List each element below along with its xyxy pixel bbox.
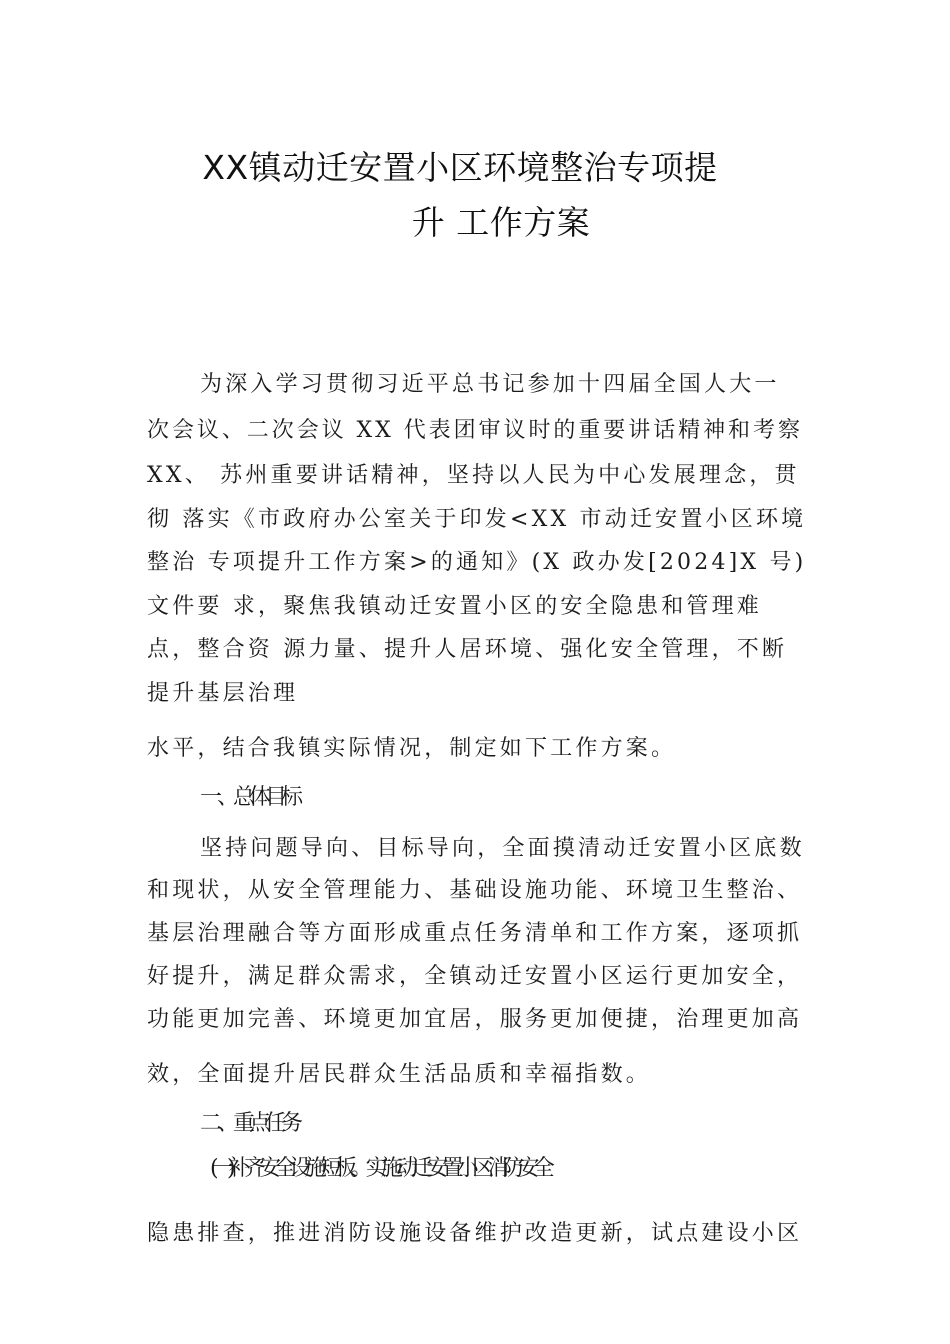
section1-line: 基层治理融合等方面形成重点任务清单和工作方案，逐项抓 xyxy=(147,921,803,946)
section2-line: (一)补齐安全设施短板。实施动迁安置小区消防安全 xyxy=(210,1156,548,1181)
section-heading-goals: 一 、总体目标 xyxy=(200,785,297,810)
section-heading-tasks: 二 、重点任务 xyxy=(200,1111,297,1136)
intro-line: 点，整合资 源力量、提升人居环境、强化安全管理，不断 xyxy=(147,637,788,662)
intro-line: 彻 落实《市政府办公室关于印发<XX 市动迁安置小区环境 xyxy=(147,507,807,532)
section1-line: 坚持问题导向、目标导向，全面摸清动迁安置小区底数 xyxy=(200,836,805,861)
intro-line: 次会议、二次会议 XX 代表团审议时的重要讲话精神和考察 xyxy=(147,418,803,443)
intro-line: 水平，结合我镇实际情况，制定如下工作方案。 xyxy=(147,736,677,761)
intro-line: 文件要 求，聚焦我镇动迁安置小区的安全隐患和管理难 xyxy=(147,594,762,619)
intro-line: 整治 专项提升工作方案>的通知》(X 政办发[2024]X 号) xyxy=(147,550,807,575)
document-title-line-1: XX镇动迁安置小区环境整治专项提 xyxy=(202,148,718,187)
section1-line: 功能更加完善、环境更加宜居，服务更加便捷，治理更加高 xyxy=(147,1007,803,1032)
section1-line: 效，全面提升居民群众生活品质和幸福指数。 xyxy=(147,1062,652,1087)
section1-line: 和现状，从安全管理能力、基础设施功能、环境卫生整治、 xyxy=(147,878,803,903)
document-title-line-2: 升 工作方案 xyxy=(411,203,591,242)
section2-line: 隐患排查，推进消防设施设备维护改造更新，试点建设小区 xyxy=(147,1221,803,1246)
intro-line: 提升基层治理 xyxy=(147,681,299,706)
intro-line: 为深入学习贯彻习近平总书记参加十四届全国人大一 xyxy=(200,372,780,397)
section1-line: 好提升，满足群众需求，全镇动迁安置小区运行更加安全， xyxy=(147,964,803,989)
intro-line: XX、 苏州重要讲话精神，坚持以人民为中心发展理念，贯 xyxy=(147,463,800,488)
